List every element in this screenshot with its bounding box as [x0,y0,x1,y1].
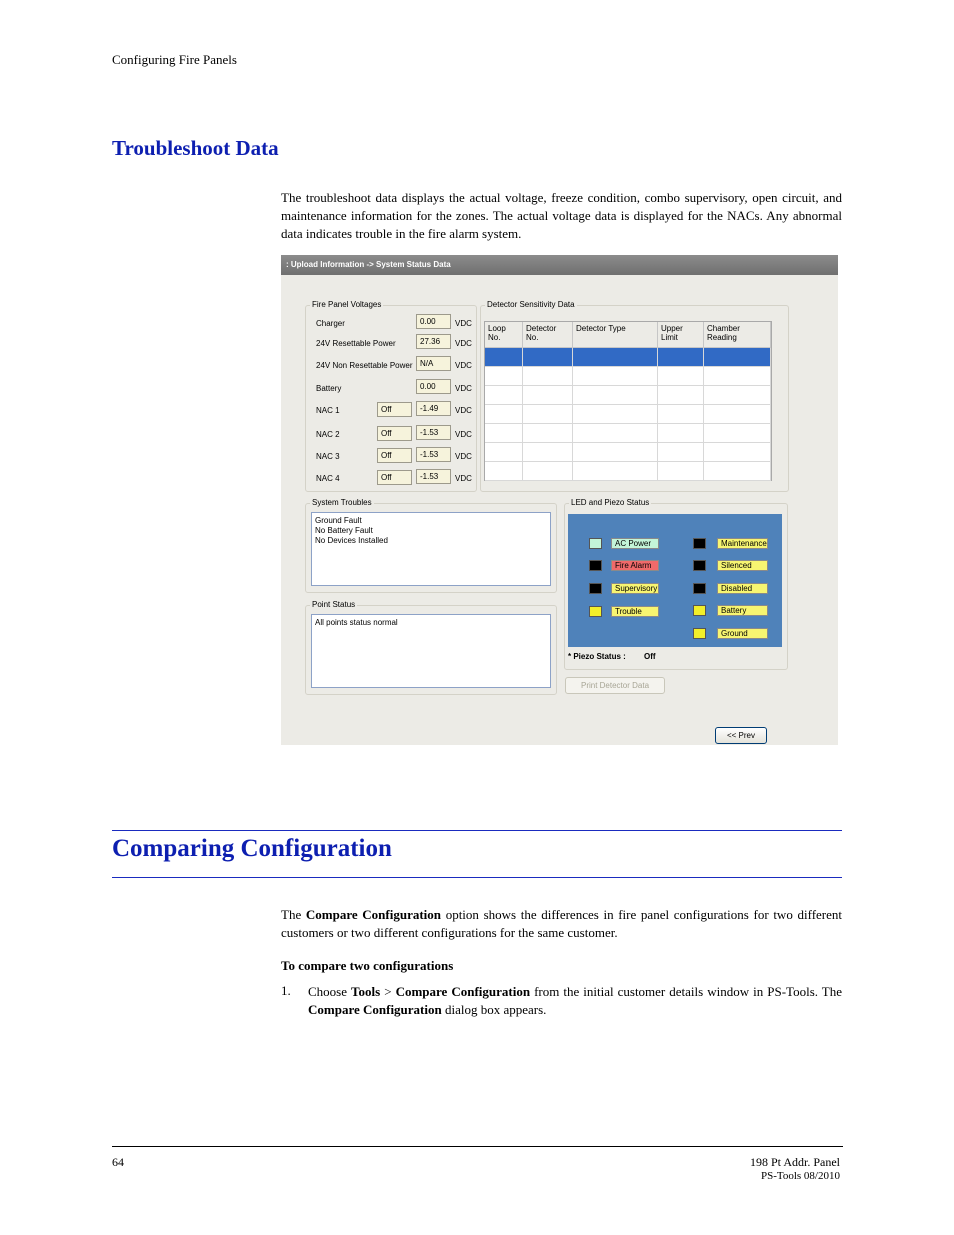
led-label: Trouble [611,606,659,617]
page-number: 64 [112,1155,124,1169]
selected-table-cell[interactable] [704,348,771,367]
led-label: Battery [717,605,768,616]
window-titlebar: : Upload Information -> System Status Data [281,255,838,275]
led-piezo-title: LED and Piezo Status [571,498,650,507]
column-header-line: No. [526,333,539,342]
fire-panel-voltages-title: Fire Panel Voltages [312,300,382,309]
table-cell[interactable] [485,405,523,424]
point-status-list[interactable] [311,614,551,688]
selected-table-cell[interactable] [523,348,573,367]
nac-status-field[interactable]: Off [377,402,412,417]
table-cell[interactable] [704,462,771,481]
led-label: Silenced [717,560,768,571]
led-indicator [589,538,602,549]
point-status-item: All points status normal [315,618,398,627]
column-header-line: Reading [707,333,737,342]
footer-rule [112,1146,843,1147]
table-cell[interactable] [573,405,658,424]
table-cell[interactable] [573,386,658,405]
column-header-line: Limit [661,333,678,342]
system-trouble-item: No Devices Installed [315,536,388,545]
voltage-label: NAC 2 [316,430,340,439]
table-cell[interactable] [485,424,523,443]
voltage-label: NAC 4 [316,474,340,483]
system-trouble-item: No Battery Fault [315,526,373,535]
voltage-unit: VDC [455,339,472,348]
nac-status-field[interactable]: Off [377,470,412,485]
voltage-value-field[interactable]: 27.36 [416,334,451,349]
table-cell[interactable] [523,367,573,386]
led-indicator [589,606,602,617]
table-cell[interactable] [573,443,658,462]
table-cell[interactable] [485,386,523,405]
table-cell[interactable] [704,443,771,462]
led-label: Supervisory [611,583,659,594]
detector-column-header[interactable] [573,322,658,348]
table-cell[interactable] [658,443,704,462]
voltage-label: 24V Resettable Power [316,339,396,348]
table-cell[interactable] [658,405,704,424]
detector-table[interactable] [484,321,772,481]
running-head: Configuring Fire Panels [112,52,237,67]
table-cell[interactable] [485,367,523,386]
voltage-label: Battery [316,384,342,393]
voltage-label: 24V Non Resettable Power [316,361,413,370]
voltage-value-field[interactable]: -1.53 [416,469,451,484]
voltage-label: NAC 1 [316,406,340,415]
voltage-value-field[interactable]: 0.00 [416,314,451,329]
section-rule-bottom [112,877,842,878]
led-label: Ground [717,628,768,639]
voltage-unit: VDC [455,319,472,328]
table-cell[interactable] [704,424,771,443]
point-status-title: Point Status [312,600,356,609]
led-label: Maintenance [717,538,768,549]
column-header-line: Chamber [707,324,740,333]
table-cell[interactable] [704,386,771,405]
led-indicator [693,605,706,616]
led-indicator [589,560,602,571]
voltage-unit: VDC [455,406,472,415]
column-header-line: No. [488,333,501,342]
system-trouble-item: Ground Fault [315,516,362,525]
table-cell[interactable] [704,367,771,386]
print-detector-data-button[interactable]: Print Detector Data [565,677,665,694]
table-cell[interactable] [658,386,704,405]
led-indicator [693,583,706,594]
prev-button[interactable]: << Prev [715,727,767,744]
led-label: AC Power [611,538,659,549]
column-header-line: Loop [488,324,506,333]
led-indicator [693,628,706,639]
voltage-label: NAC 3 [316,452,340,461]
table-cell[interactable] [573,424,658,443]
detector-column-header[interactable] [658,322,704,348]
step-number: 1. [281,983,291,998]
voltage-unit: VDC [455,452,472,461]
selected-table-cell[interactable] [485,348,523,367]
led-label: Disabled [717,583,768,594]
procedure-heading: To compare two configurations [281,958,454,973]
table-cell[interactable] [573,462,658,481]
piezo-status-label: * Piezo Status : [568,652,626,661]
voltage-unit: VDC [455,384,472,393]
compare-paragraph: The Compare Configuration option shows the differences in fire panel configurations for two different customers or two different configurations for the same customer. [281,907,843,940]
detector-column-header[interactable] [704,322,771,348]
table-cell[interactable] [658,424,704,443]
table-cell[interactable] [523,386,573,405]
table-cell[interactable] [523,405,573,424]
column-header-line: Detector Type [576,324,626,333]
footer-doc-title: 198 Pt Addr. Panel [749,1155,840,1169]
selected-table-cell[interactable] [658,348,704,367]
table-cell[interactable] [523,443,573,462]
table-cell[interactable] [658,367,704,386]
voltage-label: Charger [316,319,345,328]
system-status-screenshot [281,255,838,745]
selected-table-cell[interactable] [573,348,658,367]
voltage-value-field[interactable]: -1.53 [416,425,451,440]
fire-panel-voltages-group [305,305,477,492]
column-header-line: Detector [526,324,557,333]
footer-doc-sub: PS-Tools 08/2010 [761,1170,840,1182]
section-title-comparing: Comparing Configuration [112,835,392,862]
led-indicator [589,583,602,594]
table-cell[interactable] [523,462,573,481]
voltage-unit: VDC [455,361,472,370]
section-rule-top [112,830,842,831]
step-text: Choose Tools > Compare Configuration from the initial customer details window in PS-Tools. The Compare Configuration dialog box appears. [308,984,843,1017]
voltage-value-field[interactable]: -1.49 [416,401,451,416]
system-troubles-list[interactable] [311,512,551,586]
table-cell[interactable] [704,405,771,424]
system-troubles-title: System Troubles [312,498,372,507]
section-title-troubleshoot: Troubleshoot Data [112,136,279,160]
nac-status-field[interactable]: Off [377,448,412,463]
voltage-value-field[interactable]: N/A [416,356,451,371]
column-header-line: Upper [661,324,683,333]
led-indicator [693,560,706,571]
nac-status-field[interactable]: Off [377,426,412,441]
table-cell[interactable] [573,367,658,386]
detector-column-header[interactable] [485,322,523,348]
voltage-value-field[interactable]: -1.53 [416,447,451,462]
table-cell[interactable] [658,462,704,481]
piezo-status-value: Off [644,652,656,661]
led-label: Fire Alarm [611,560,659,571]
voltage-unit: VDC [455,474,472,483]
detector-sensitivity-title: Detector Sensitivity Data [487,300,575,309]
troubleshoot-paragraph: The troubleshoot data displays the actual voltage, freeze condition, combo supervisory, open circuit, and maintenance information for the zones. The actual voltage data is displayed for the NACs. Any abnormal data indicates trouble in the fire alarm system. [281,190,842,241]
voltage-value-field[interactable]: 0.00 [416,379,451,394]
table-cell[interactable] [485,462,523,481]
led-indicator [693,538,706,549]
voltage-unit: VDC [455,430,472,439]
table-cell[interactable] [523,424,573,443]
detector-column-header[interactable] [523,322,573,348]
table-cell[interactable] [485,443,523,462]
